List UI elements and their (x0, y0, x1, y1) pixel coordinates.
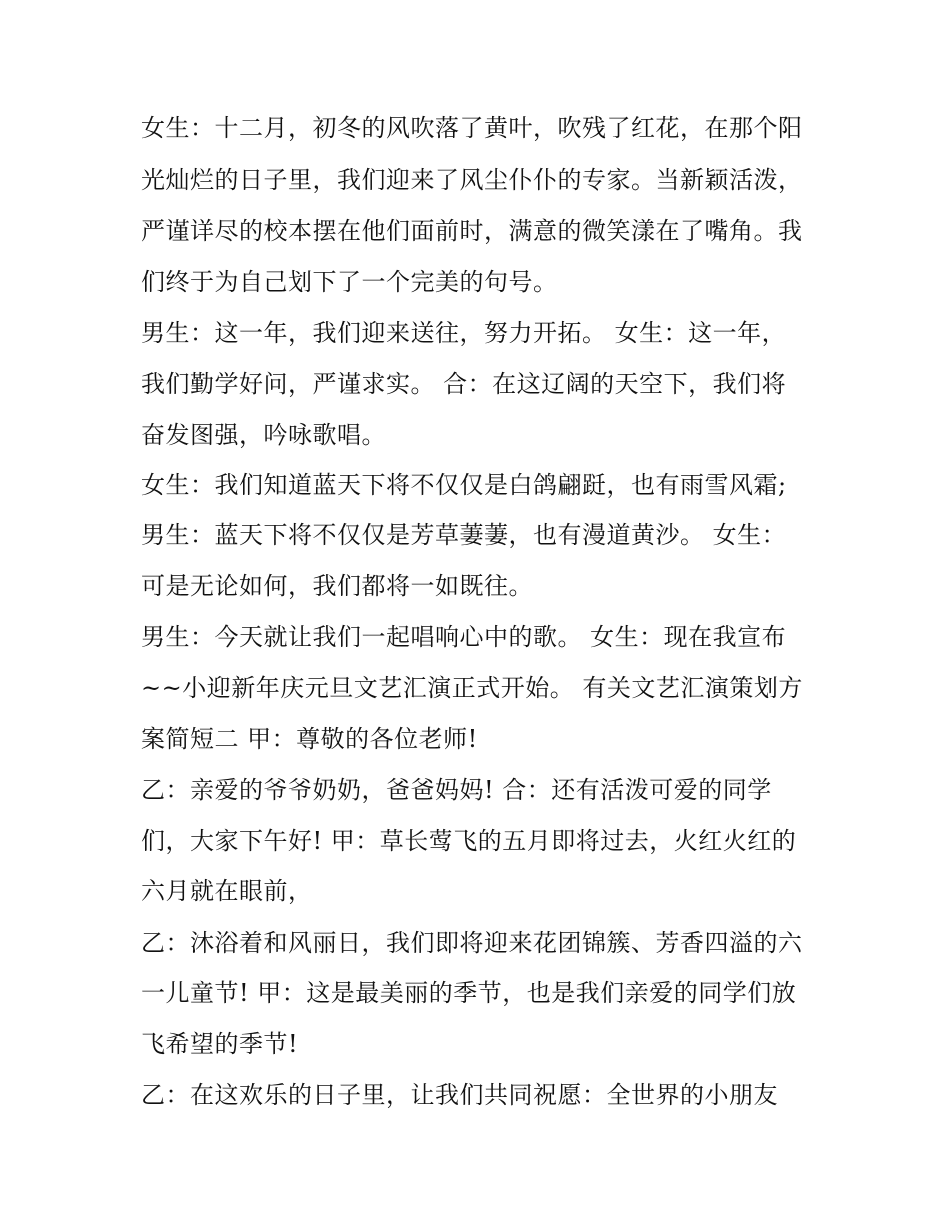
text-line: 乙：亲爱的爷爷奶奶，爸爸妈妈! 合：还有活泼可爱的同学 (141, 776, 772, 804)
text-line: 严谨详尽的校本摆在他们面前时，满意的微笑漾在了嘴角。我 (141, 217, 803, 245)
text-line: 六月就在眼前， (141, 877, 313, 905)
text-line: 案简短二 甲：尊敬的各位老师! (141, 725, 478, 753)
text-line: 女生：我们知道蓝天下将不仅仅是白鸽翩跹，也有雨雪风霜; (141, 471, 787, 499)
text-line: 们，大家下午好! 甲：草长莺飞的五月即将过去，火红火红的 (141, 827, 797, 855)
text-line: 们终于为自己划下了一个完美的句号。 (141, 268, 558, 296)
text-line: 男生：蓝天下将不仅仅是芳草萋萋，也有漫道黄沙。 女生： (141, 521, 787, 549)
text-line: 男生：今天就让我们一起唱响心中的歌。 女生：现在我宣布 (141, 623, 787, 651)
text-line: 我们勤学好问，严谨求实。 合：在这辽阔的天空下，我们将 (141, 370, 787, 398)
text-line: 男生：这一年，我们迎来送往，努力开拓。 女生：这一年， (141, 319, 787, 347)
text-line: 一儿童节! 甲：这是最美丽的季节，也是我们亲爱的同学们放 (141, 979, 797, 1007)
text-line: 乙：在这欢乐的日子里，让我们共同祝愿：全世界的小朋友 (141, 1081, 778, 1109)
text-line: 女生：十二月，初冬的风吹落了黄叶，吹残了红花，在那个阳 (141, 114, 803, 142)
text-line: 飞希望的季节! (141, 1030, 299, 1058)
text-line: ~~小迎新年庆元旦文艺汇演正式开始。 有关文艺汇演策划方 (141, 674, 803, 702)
text-line: 奋发图强，吟咏歌唱。 (141, 421, 386, 449)
text-line: 可是无论如何，我们都将一如既往。 (141, 572, 533, 600)
text-line: 乙：沐浴着和风丽日，我们即将迎来花团锦簇、芳香四溢的六 (141, 929, 803, 957)
text-line: 光灿烂的日子里，我们迎来了风尘仆仆的专家。当新颖活泼， (141, 166, 803, 194)
